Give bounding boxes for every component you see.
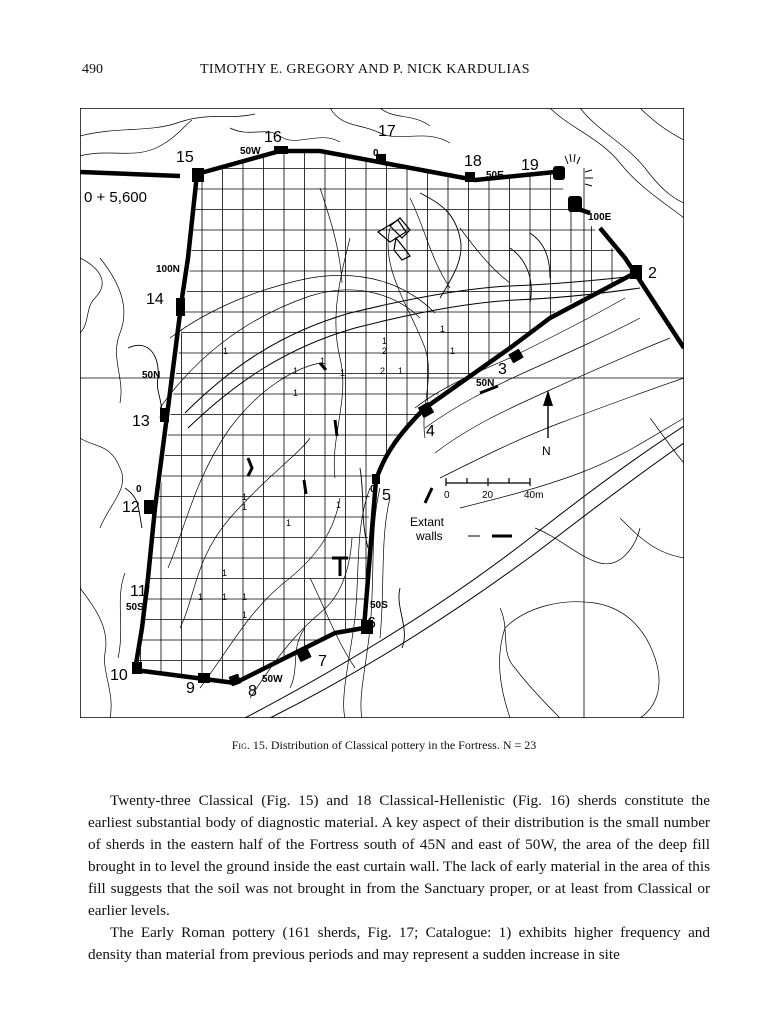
sherd-count: 2: [382, 346, 388, 356]
coord-label: 50W: [262, 674, 283, 685]
survey-datum-label: 0 + 5,600: [84, 189, 147, 206]
sherd-count: 1: [382, 336, 388, 346]
tower-label-15: 15: [176, 149, 194, 166]
sherd-count: 1: [242, 502, 248, 512]
coord-label: 0: [370, 484, 376, 495]
tower-label-16: 16: [264, 129, 282, 146]
paragraph: Twenty-three Classical (Fig. 15) and 18 Classical-Hellenistic (Fig. 16) sherds constitute the earliest substantial body of diagnostic material. A key aspect of their distribution is the small number of sherds in the eastern half of the Fortress south of 45N and east of 50W, the area of the deep fill brought in to level the ground inside the east curtain wall. The lack of early material in the area of this fill suggests that the soil was not brought in from the Sanctuary proper, or at least from Classical or earlier levels.: [88, 792, 710, 919]
sherd-count: 1: [242, 592, 248, 602]
coord-label: 100E: [588, 212, 612, 223]
sherd-count: 1: [198, 592, 204, 602]
sherd-count: 1: [242, 610, 248, 620]
coord-label: 50S: [370, 600, 388, 611]
tower-label-14: 14: [146, 291, 164, 308]
north-label: N: [542, 444, 551, 458]
tower-label-12: 12: [122, 499, 140, 516]
tower-label-17: 17: [378, 123, 396, 140]
tower-label-7: 7: [318, 653, 327, 670]
sherd-count: 1: [340, 368, 346, 378]
sherd-count: 1: [223, 346, 229, 356]
tower-label-6: 6: [367, 615, 376, 632]
coord-label: 100N: [156, 264, 180, 275]
tower-label-9: 9: [186, 680, 195, 697]
sherd-count: 1: [440, 324, 446, 334]
tower-label-8: 8: [248, 683, 257, 700]
caption-text: Distribution of Classical pottery in the Fortress. N = 23: [267, 738, 537, 752]
fortress-map-figure: [80, 108, 684, 718]
coord-label: 0: [136, 484, 142, 495]
fortress-map: [80, 108, 684, 718]
coord-label: 50E: [486, 170, 504, 181]
sherd-count: 1: [320, 356, 326, 366]
tower-label-18: 18: [464, 153, 482, 170]
tower-label-13: 13: [132, 413, 150, 430]
scale-tick-label: 0: [444, 490, 450, 501]
coord-label: 50S: [126, 602, 144, 613]
sherd-count: 1: [293, 366, 299, 376]
coord-label: 0: [373, 148, 379, 159]
sherd-count: 2: [380, 366, 386, 376]
coord-label: 50N: [142, 370, 161, 381]
sherd-count: 1: [293, 388, 299, 398]
figure-caption: [0, 738, 768, 753]
coord-label: 50N: [476, 378, 495, 389]
sherd-count: 1: [222, 592, 228, 602]
tower-label-4: 4: [426, 423, 435, 440]
sherd-count: 1: [286, 518, 292, 528]
tower-label-3: 3: [498, 361, 507, 378]
running-head: TIMOTHY E. GREGORY AND P. NICK KARDULIAS: [200, 62, 530, 77]
body-text: [88, 790, 710, 966]
sherd-count: 1: [242, 492, 248, 502]
scale-tick-label: 40m: [524, 490, 544, 501]
page-number: 490: [82, 62, 103, 77]
sherd-count: 1: [336, 500, 342, 510]
coord-label: 50W: [240, 146, 261, 157]
tower-label-11: 11: [130, 583, 147, 600]
sherd-count: 1: [222, 568, 228, 578]
figure-number: Fig. 15.: [231, 738, 268, 752]
legend-line-1: Extant: [410, 515, 445, 529]
page-header: [82, 62, 710, 82]
tower-label-19: 19: [521, 157, 539, 174]
legend-line-2: walls: [416, 529, 443, 543]
tower-label-2: 2: [648, 265, 657, 282]
sherd-count: 1: [398, 366, 404, 376]
map-frame: [80, 108, 684, 718]
tower-label-5: 5: [382, 487, 391, 504]
sherd-count: 1: [450, 346, 456, 356]
tower-label-10: 10: [110, 667, 128, 684]
scale-tick-label: 20: [482, 490, 494, 501]
paragraph: The Early Roman pottery (161 sherds, Fig. 17; Catalogue: 1) exhibits higher frequency and density than material from previous periods and may represent a sudden increase in site: [88, 924, 710, 963]
